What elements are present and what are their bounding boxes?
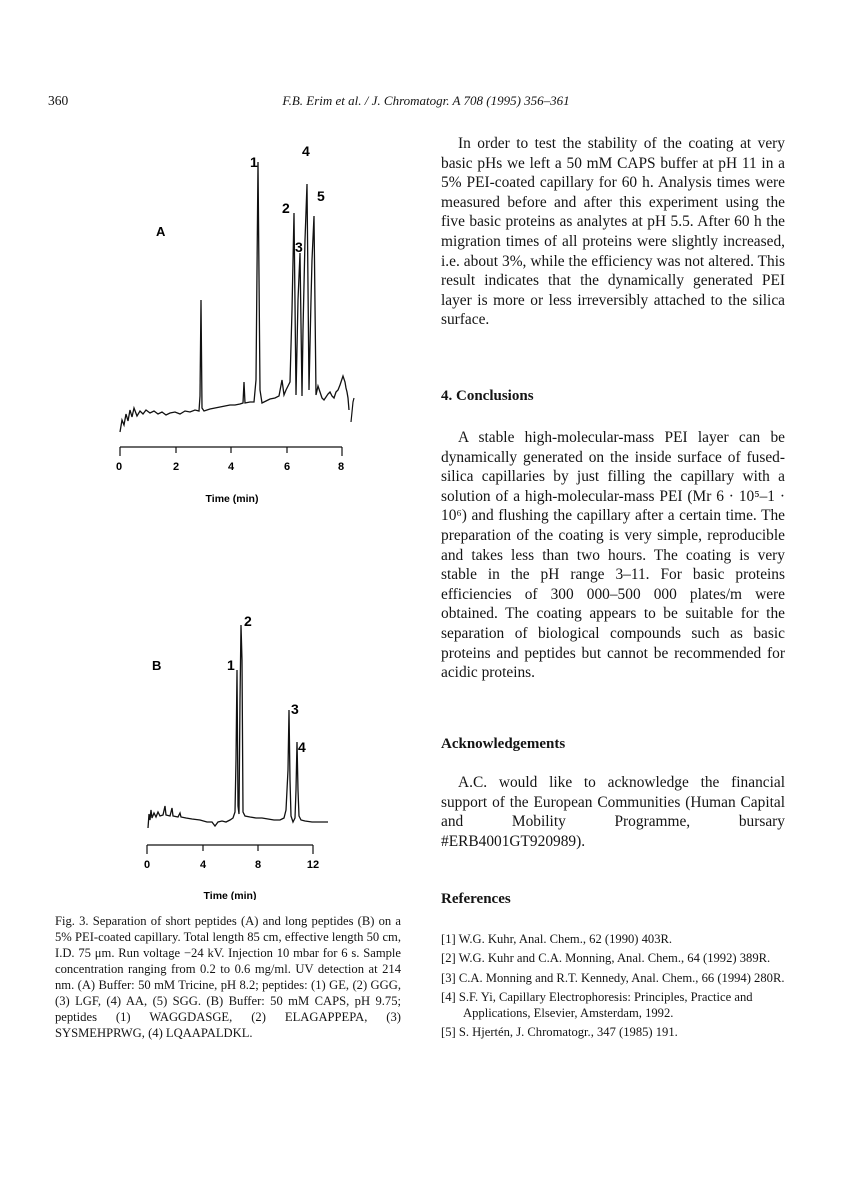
- running-header: F.B. Erim et al. / J. Chromatogr. A 708 (1995) 356–361: [282, 93, 570, 108]
- panel-b-peak-label: 1: [227, 657, 235, 673]
- reference-list: [441, 931, 786, 1044]
- paragraph-acknowledgements: A.C. would like to acknowledge the financial support of the European Communities (Human Capital and Mobility Programme, bursary #ERB4001GT920989).: [441, 774, 785, 850]
- panel-b-label: B: [152, 658, 162, 673]
- panel-b-peak-label: 2: [244, 613, 252, 629]
- panel-a-x-axis: [120, 447, 342, 456]
- paragraph-conclusions: A stable high-molecular-mass PEI layer can be dynamically generated on the inside surface of fused-silica capillaries by just filling the capillary with a solution of a high-molecular-mass PEI (Mr 6 · 10⁵–1 · 10⁶) and flushing the capillary after a certain time. The preparation of the coating is very simple, reproducible and takes less than two hours. The coating is very stable in the pH range 3–11. For basic proteins efficiencies of 300 000–500 000 plates/m were obtained. The coating appears to be suitable for the separation of biological compounds such as basic proteins and peptides but cannot be recommended for acidic proteins.: [441, 429, 785, 682]
- panel-b-tick-label: 8: [254, 859, 262, 871]
- panel-a-peak-label: 2: [282, 200, 290, 216]
- section-heading-references: References: [441, 891, 511, 907]
- page-number: 360: [48, 93, 69, 108]
- panel-a-x-title: Time (min): [205, 493, 259, 505]
- panel-b-peak-label: 3: [291, 701, 299, 717]
- panel-a-tick-label: 8: [337, 461, 345, 473]
- panel-a-tick-label: 6: [283, 461, 291, 473]
- panel-a-trace: [120, 162, 349, 432]
- reference-item: [5] S. Hjertén, J. Chromatogr., 347 (1985) 191.: [441, 1025, 678, 1040]
- panel-a-tick-label: 0: [115, 461, 123, 473]
- panel-b-tick-label: 4: [199, 859, 207, 871]
- panel-a-trace-tail: [351, 398, 354, 422]
- section-heading-conclusions: 4. Conclusions: [441, 388, 534, 404]
- panel-a-tick-label: 2: [172, 461, 180, 473]
- panel-a-label: A: [156, 224, 166, 239]
- panel-a-tick-label: 4: [227, 461, 235, 473]
- panel-b-x-title: Time (min): [203, 890, 257, 900]
- reference-item: [4] S.F. Yi, Capillary Electrophoresis: Principles, Practice and Applications, Elsevier, Amsterdam, 1992.: [441, 989, 753, 1021]
- panel-b-peak-label: 4: [298, 739, 306, 755]
- panel-b-tick-label: 12: [306, 859, 320, 871]
- paragraph-stability: In order to test the stability of the coating at very basic pHs we left a 50 mM CAPS buffer at pH 11 in a 5% PEI-coated capillary for 60 h. Analysis times were measured before and after this experiment using the five basic proteins as analytes at pH 5.5. After 60 h the migration times of all proteins were slightly increased, i.e. about 3%, while the efficiency was not altered. This result indicates that the dynamically generated PEI layer is more or less irreversibly attached to the silica surface.: [441, 135, 785, 329]
- panel-b-trace: [148, 625, 328, 828]
- reference-item: [1] W.G. Kuhr, Anal. Chem., 62 (1990) 403R.: [441, 932, 673, 946]
- panel-a-peak-label: 4: [302, 143, 310, 159]
- panel-a-peak-label: 3: [295, 239, 303, 255]
- reference-item: [3] C.A. Monning and R.T. Kennedy, Anal. Chem., 66 (1994) 280R.: [441, 970, 785, 985]
- reference-item: [2] W.G. Kuhr and C.A. Monning, Anal. Chem., 64 (1992) 389R.: [441, 951, 771, 966]
- panel-b-x-axis: [147, 845, 313, 854]
- section-heading-acknowledgements: Acknowledgements: [441, 736, 566, 752]
- panel-b-electropherogram: [148, 625, 328, 828]
- panel-b-tick-label: 0: [143, 859, 151, 871]
- panel-a-peak-label: 5: [317, 188, 325, 204]
- figure-caption: Fig. 3. Separation of short peptides (A) and long peptides (B) on a 5% PEI-coated capillary. Total length 85 cm, effective length 50 cm, I.D. 75 μm. Run voltage −24 kV. Injection 10 mbar for 6 s. Sample concentration ranging from 0.2 to 0.6 mg/ml. UV detection at 214 nm. (A) Buffer: 50 mM Tricine, pH 8.2; peptides: (1) GE, (2) GGG, (3) LGF, (4) AA, (5) SGG. (B) Buffer: 50 mM CAPS, pH 9.75; peptides (1) WAGGDASGE, (2) ELAGAPPEPA, (3) SYSMEHPRWG, (4) LQAAPALDKL.: [55, 914, 401, 1040]
- panel-a-peak-label: 1: [250, 154, 258, 170]
- figure-3: [0, 0, 430, 900]
